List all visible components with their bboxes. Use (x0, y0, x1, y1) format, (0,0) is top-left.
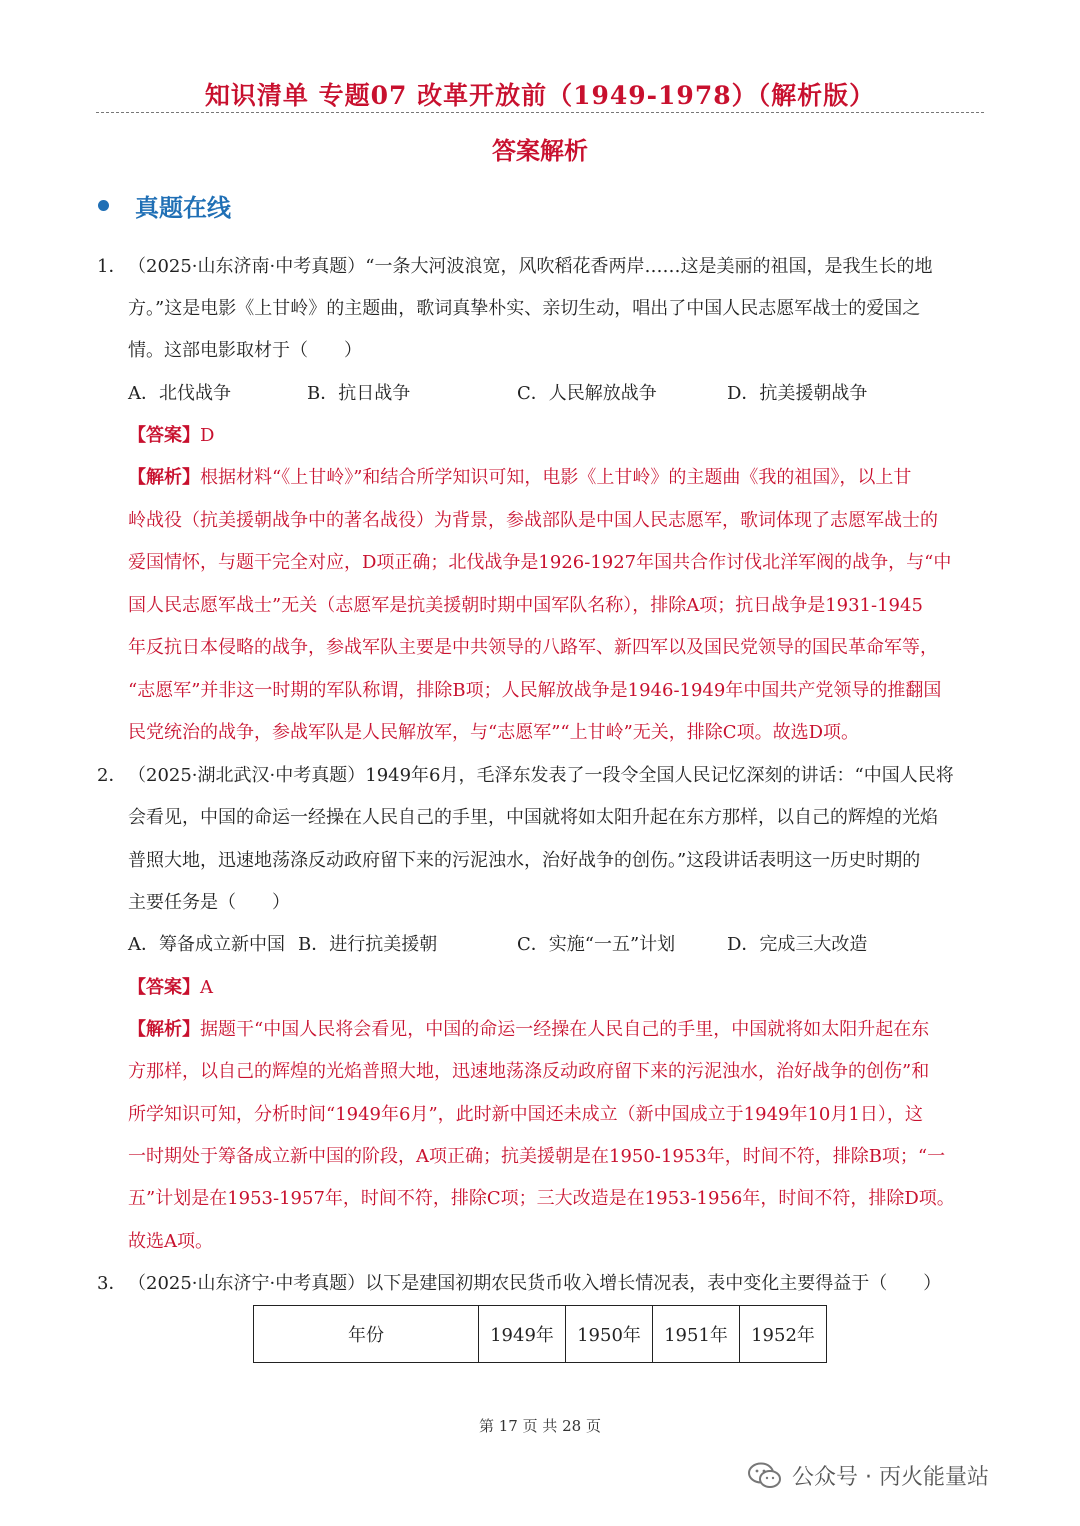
table-cell: 1952年 (740, 1306, 827, 1363)
analysis-text: 一时期处于筹备成立新中国的阶段，A项正确；抗美援朝是在1950-1953年，时间不符，排除B项；“一 (128, 1146, 946, 1167)
option-b: B．抗日战争 (307, 383, 411, 404)
option-a: A．北伐战争 (128, 383, 231, 404)
analysis-text: “志愿军”并非这一时期的军队称谓，排除B项；人民解放战争是1946-1949年中国共产党领导的推翻国 (128, 680, 942, 701)
table-cell: 1951年 (653, 1306, 740, 1363)
analysis-label: 【解析】 (128, 467, 200, 488)
question-text-line: （2025·湖北武汉·中考真题）1949年6月，毛泽东发表了一段令全国人民记忆深刻的讲话：“中国人民将 (128, 765, 954, 786)
question-number: 3． (97, 1273, 127, 1294)
question-text-line: 方。”这是电影《上甘岭》的主题曲，歌词真挚朴实、亲切生动，唱出了中国人民志愿军战士的爱国之 (128, 298, 921, 319)
option-d: D．抗美援朝战争 (727, 383, 868, 404)
answer-value: D (200, 425, 215, 446)
option-a: A．筹备成立新中国 (128, 934, 285, 955)
answer-line (128, 976, 213, 1000)
wechat-icon (748, 1462, 782, 1490)
analysis-text: 故选A项。 (128, 1231, 213, 1252)
page-footer: 第 17 页 共 28 页 (478, 1417, 601, 1435)
section-title: 真题在线 (135, 194, 231, 222)
analysis-text: 爱国情怀，与题干完全对应，D项正确；北伐战争是1926-1927年国共合作讨伐北洋军阀的战争，与“中 (128, 552, 952, 573)
analysis-text: 民党统治的战争，参战军队是人民解放军，与“志愿军”“上甘岭”无关，排除C项。故选D项。 (128, 722, 860, 743)
watermark (748, 1460, 989, 1491)
analysis-text: 据题干“中国人民将会看见，中国的命运一经操在人民自己的手里，中国就将如太阳升起在东 (200, 1019, 930, 1040)
question-text-line: 普照大地，迅速地荡涤反动政府留下来的污泥浊水，治好战争的创伤。”这段讲话表明这一历史时期的 (128, 850, 921, 871)
analysis-text: 所学知识可知，分析时间“1949年6月”，此时新中国还未成立（新中国成立于1949年10月1日），这 (128, 1104, 923, 1125)
analysis-text: 国人民志愿军战士”无关（志愿军是抗美援朝时期中国军队名称），排除A项；抗日战争是1931-1945 (128, 595, 923, 616)
analysis-text: 五”计划是在1953-1957年，时间不符，排除C项；三大改造是在1953-1956年，时间不符，排除D项。 (128, 1188, 955, 1209)
option-b: B．进行抗美援朝 (298, 934, 438, 955)
income-table (253, 1305, 827, 1363)
question-text-line: 主要任务是（ ） (128, 892, 290, 913)
analysis-text: 岭战役（抗美援朝战争中的著名战役）为背景，参战部队是中国人民志愿军，歌词体现了志愿军战士的 (128, 510, 938, 531)
section-header (98, 188, 231, 223)
table-cell: 1949年 (479, 1306, 566, 1363)
analysis-text: 根据材料“《上甘岭》”和结合所学知识可知，电影《上甘岭》的主题曲《我的祖国》，以上甘 (200, 467, 912, 488)
table-cell: 1950年 (566, 1306, 653, 1363)
analysis-label: 【解析】 (128, 1019, 200, 1040)
answer-value: A (200, 977, 213, 998)
table-row (254, 1306, 827, 1363)
watermark-text: 公众号 · 丙火能量站 (792, 1465, 989, 1490)
analysis-line (128, 466, 911, 490)
answer-label: 【答案】 (128, 977, 200, 998)
analysis-line (128, 1018, 929, 1042)
table-header-cell: 年份 (254, 1306, 479, 1363)
analysis-text: 方那样，以自己的辉煌的光焰普照大地，迅速地荡涤反动政府留下来的污泥浊水，治好战争的创伤”和 (128, 1061, 930, 1082)
question-number: 1． (97, 256, 127, 277)
bullet-icon (98, 200, 109, 211)
question-text-line: 情。这部电影取材于（ ） (128, 340, 362, 361)
answer-line (128, 424, 214, 448)
title-divider (96, 112, 984, 113)
question-text-line: （2025·山东济宁·中考真题）以下是建国初期农民货币收入增长情况表，表中变化主要得益于（ ） (128, 1273, 942, 1294)
document-title: 知识清单 专题07 改革开放前（1949-1978）（解析版） (204, 81, 876, 110)
question-text-line: 会看见，中国的命运一经操在人民自己的手里，中国就将如太阳升起在东方那样，以自己的辉煌的光焰 (128, 807, 938, 828)
question-number: 2． (97, 765, 127, 786)
option-d: D．完成三大改造 (727, 934, 868, 955)
option-c: C．人民解放战争 (517, 383, 657, 404)
question-text-line: （2025·山东济南·中考真题）“一条大河波浪宽，风吹稻花香两岸……这是美丽的祖国，是我生长的地 (128, 256, 933, 277)
document-subtitle: 答案解析 (492, 136, 588, 165)
option-c: C．实施“一五”计划 (517, 934, 676, 955)
analysis-text: 年反抗日本侵略的战争，参战军队主要是中共领导的八路军、新四军以及国民党领导的国民革命军等， (128, 637, 938, 658)
answer-label: 【答案】 (128, 425, 200, 446)
